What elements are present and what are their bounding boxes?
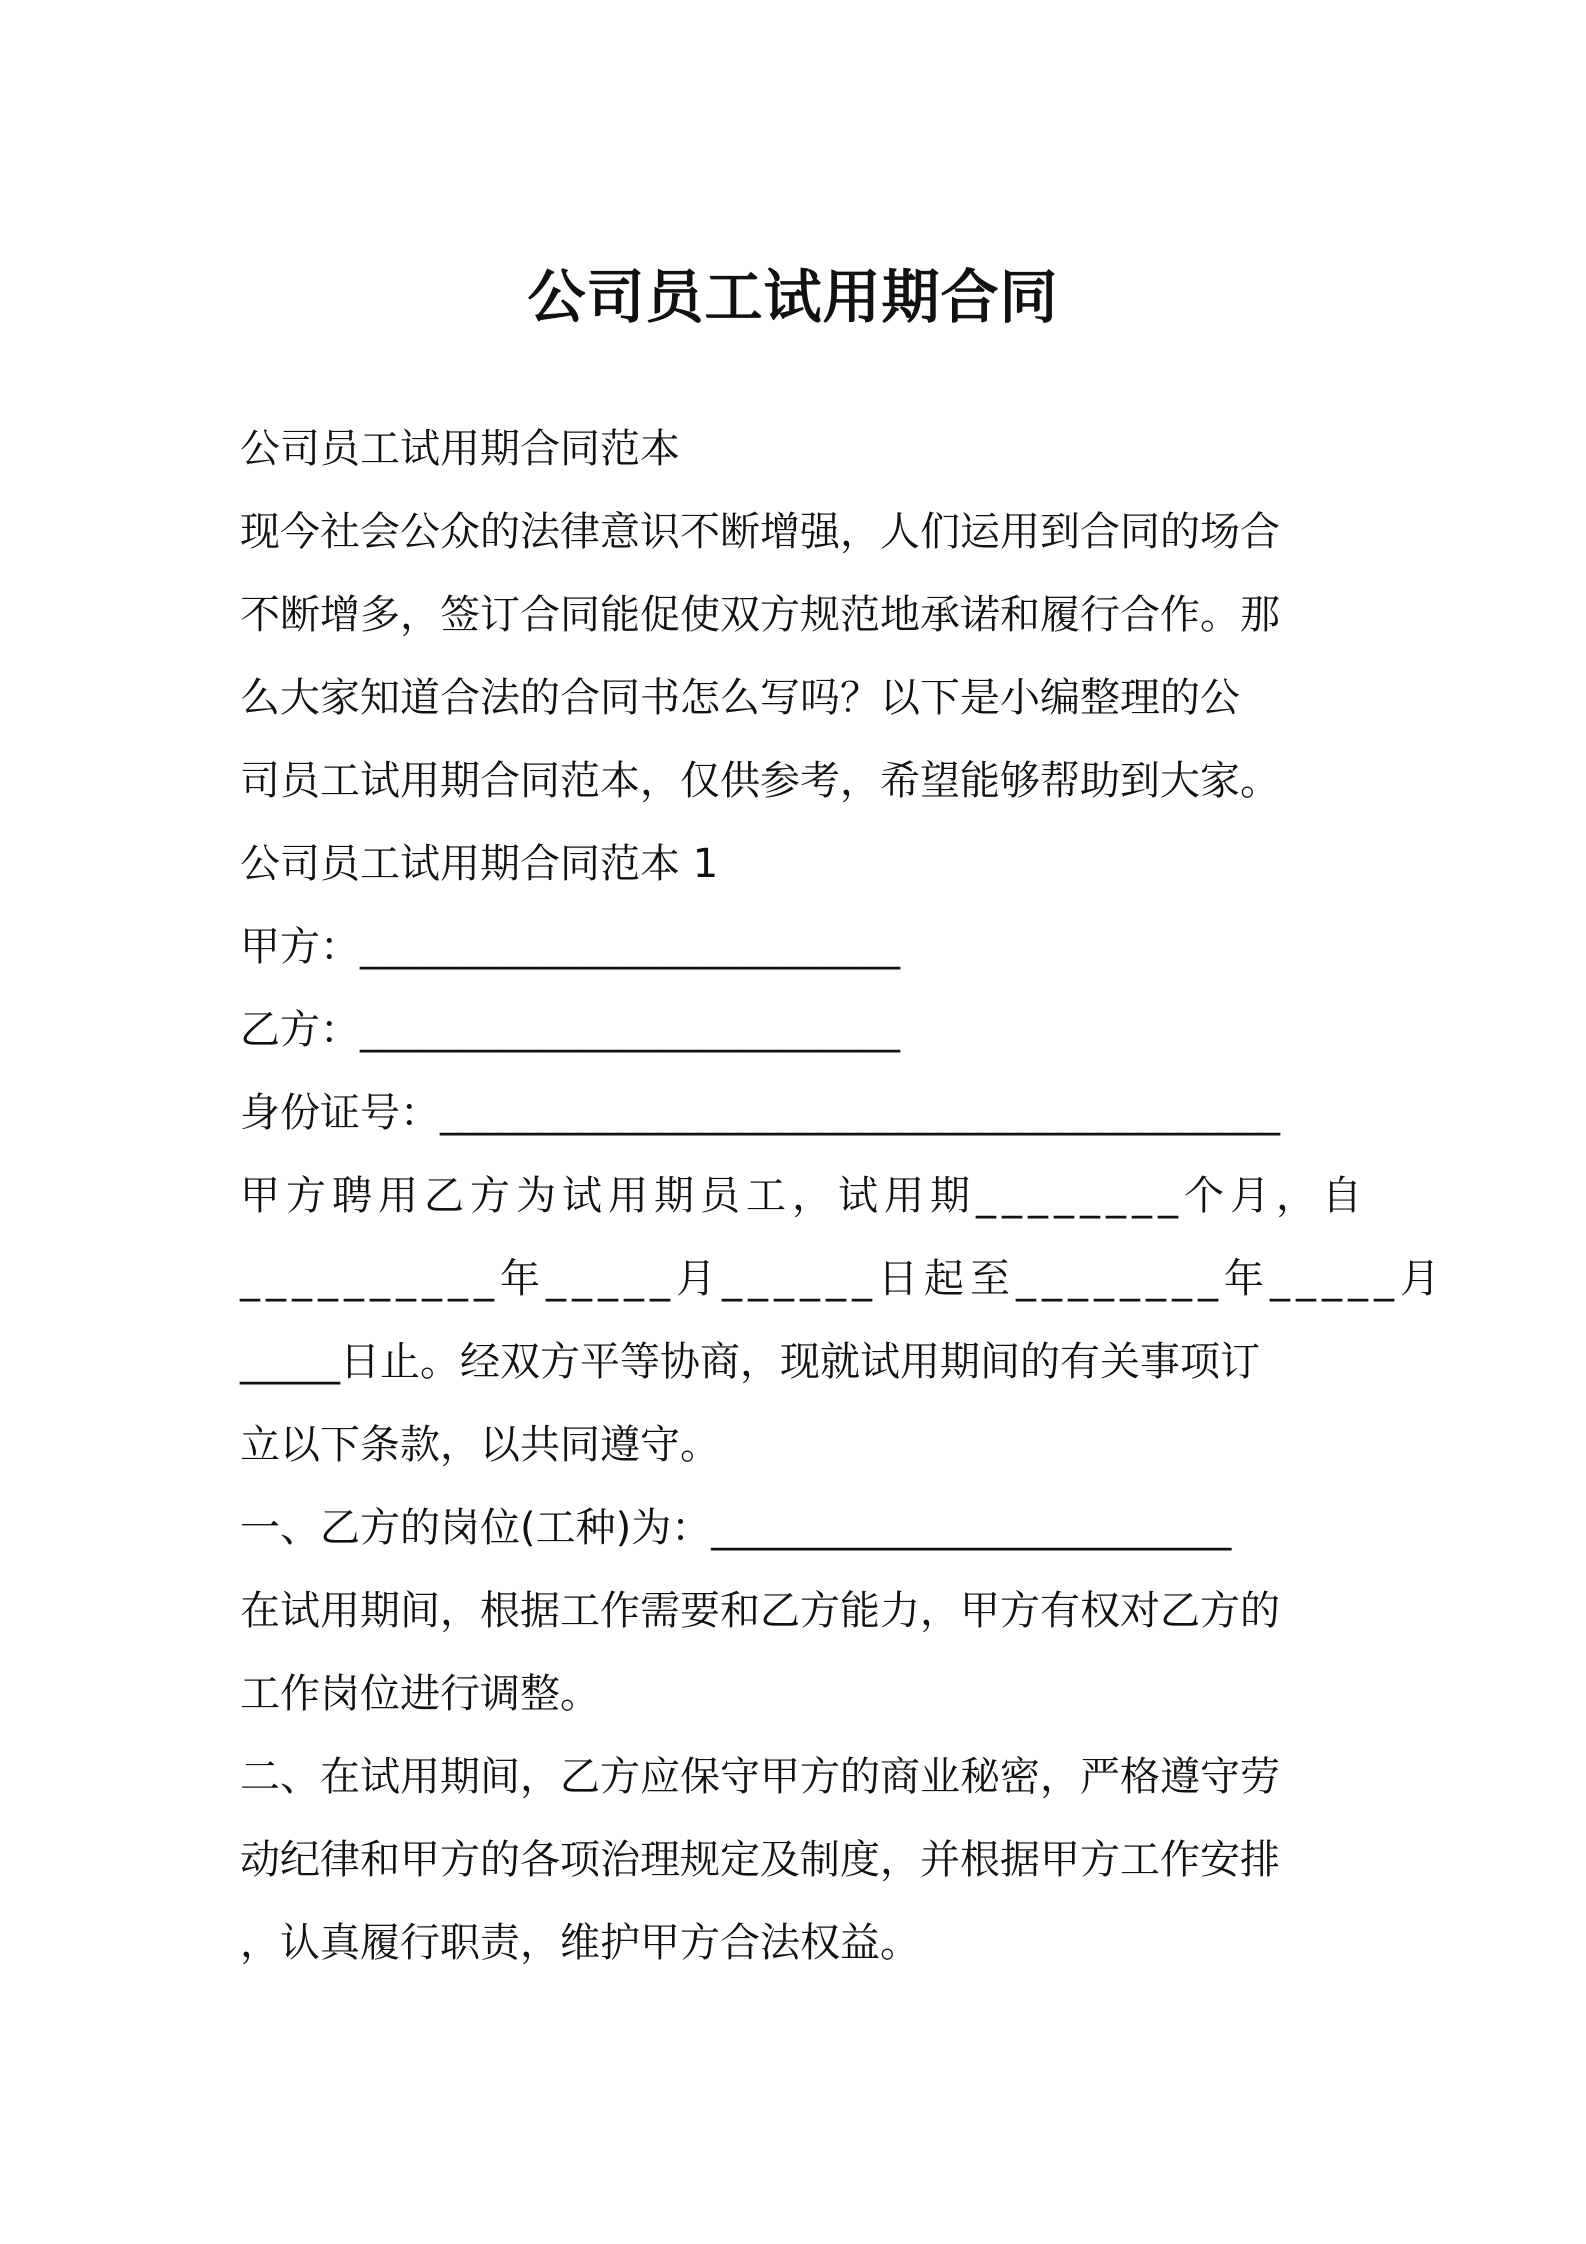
intro-line-4: 司员工试用期合同范本，仅供参考，希望能够帮助到大家。 [240,758,1280,804]
probation-line-2: __________年_____月______日起至________年_____月 [240,1256,1446,1302]
clause-1-line-2: 在试用期间，根据工作需要和乙方能力，甲方有权对乙方的 [240,1588,1280,1634]
intro-line-2: 不断增多，签订合同能促使双方规范地承诺和履行合作。那 [240,592,1280,638]
party-a-line: 甲方：___________________________ [240,924,900,970]
probation-line-3: _____日止。经双方平等协商，现就试用期间的有关事项订 [240,1339,1260,1385]
sample-heading: 公司员工试用期合同范本 1 [240,841,719,887]
intro-line-3: 么大家知道合法的合同书怎么写吗？以下是小编整理的公 [240,675,1240,721]
document-body [240,408,1446,1985]
probation-line-4: 立以下条款，以共同遵守。 [240,1422,720,1468]
id-number-line: 身份证号：__________________________________________ [240,1090,1280,1136]
clause-2-line-3: ，认真履行职责，维护甲方合法权益。 [240,1920,920,1966]
clause-1-line-1: 一、乙方的岗位(工种)为：__________________________ [240,1505,1232,1551]
party-b-line: 乙方：___________________________ [240,1007,900,1053]
intro-line-1: 现今社会公众的法律意识不断增强，人们运用到合同的场合 [240,509,1280,555]
clause-1-line-3: 工作岗位进行调整。 [240,1671,600,1717]
document-title: 公司员工试用期合同 [527,263,1059,331]
clause-2-line-1: 二、在试用期间，乙方应保守甲方的商业秘密，严格遵守劳 [240,1754,1280,1800]
subtitle-line: 公司员工试用期合同范本 [240,426,680,472]
clause-2-line-2: 动纪律和甲方的各项治理规定及制度，并根据甲方工作安排 [240,1837,1280,1883]
probation-line-1: 甲方聘用乙方为试用期员工，试用期________个月，自 [240,1173,1368,1219]
